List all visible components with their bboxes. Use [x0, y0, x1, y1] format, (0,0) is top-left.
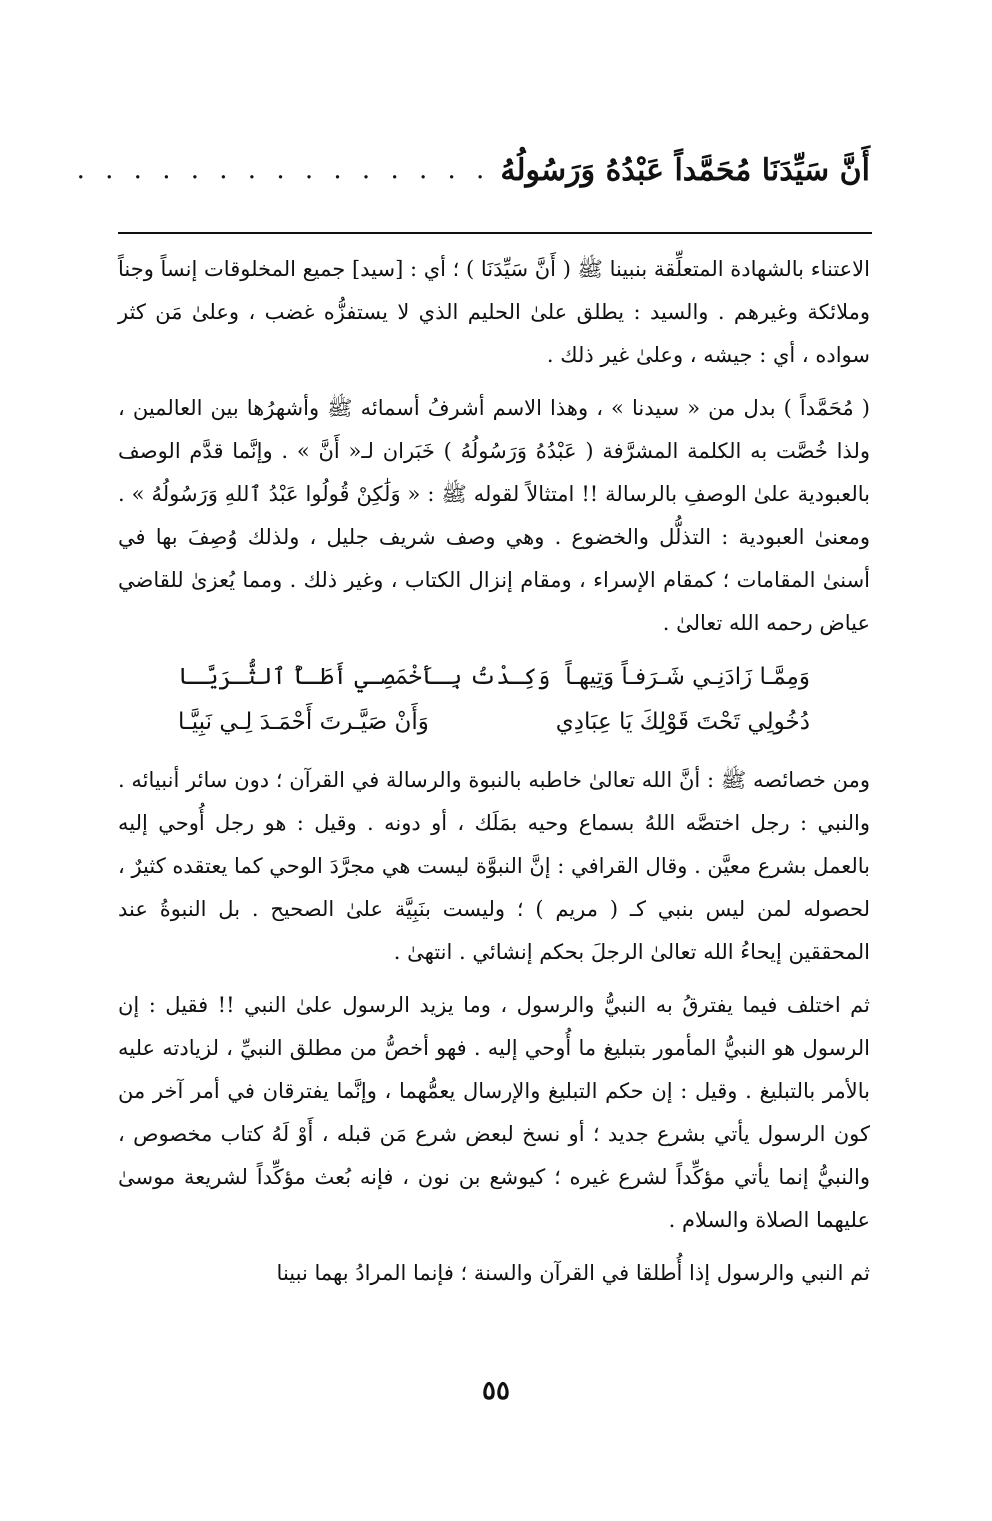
verse-1-second-hemistich: وَكِـدْتُ بِـأَخْمَصِـي أَطَـأُ ٱلثُّـرَيَّـا — [178, 664, 551, 690]
verse-2-second-hemistich: وَأَنْ صَيَّـرتَ أَحْمَـدَ لِـي نَبِيَّـا — [178, 709, 429, 735]
page-body — [118, 248, 870, 1368]
verse-1-first-hemistich: وَمِمَّـا زَادَنِـي شَـرَفـاً وَتِيهـاً — [565, 664, 810, 690]
verse-line-2 — [118, 700, 870, 745]
paragraph-2: ( مُحَمَّداً ) بدل من « سيدنا » ، وهذا الاسم أشرفُ أسمائه ﷺ وأشهرُها بين العالمين ، ولذا خُصَّت به الكلمة المشرَّفة ( عَبْدُهُ وَرَسُولُهُ ) خَبَران لـ« أَنَّ » . وإنَّما قدَّم الوصف بالعبودية علىٰ الوصفِ بالرسالة !! امتثالاً لقوله ﷺ : « وَلَٰكِنْ قُولُوا عَبْدُ ٱللهِ وَرَسُولُهُ » . ومعنىٰ العبودية : التذلُّل والخضوع . وهي وصف شريف جليل ، ولذلك وُصِفَ بها في أسنىٰ المقامات ؛ كمقام الإسراء ، ومقام إنزال الكتاب ، وغير ذلك . ومما يُعزىٰ للقاضي عياض رحمه الله تعالىٰ . — [118, 396, 871, 635]
header-title: أَنَّ سَيِّدَنَا مُحَمَّداً عَبْدُهُ وَرَسُولُهُ — [500, 152, 870, 188]
running-header — [76, 130, 870, 210]
page-number: ٥٥ — [482, 1376, 510, 1406]
header-dots: . . . . . . . . . . . . . . . — [76, 155, 491, 185]
paragraph-3: ومن خصائصه ﷺ : أنَّ الله تعالىٰ خاطبه بالنبوة والرسالة في القرآن ؛ دون سائر أنبيائه . والنبي : رجل اختصَّه اللهُ بسماع وحيه بمَلَك ، أو دونه . وقيل : هو رجل أُوحي إليه بالعمل بشرع معيَّن . وقال القرافي : إنَّ النبوَّة ليست هي مجرَّدَ الوحي كما يعتقده كثيرٌ ، لحصوله لمن ليس بنبي كـ ( مريم ) ؛ وليست بنَبِيَّة علىٰ الصحيح . بل النبوةُ عند المحققين إيحاءُ الله تعالىٰ الرجلَ بحكم إنشائي . انتهىٰ . — [118, 768, 870, 964]
poem-verses — [118, 655, 870, 745]
header-divider — [118, 232, 872, 234]
paragraph-4: ثم اختلف فيما يفترقُ به النبيُّ والرسول ، وما يزيد الرسول علىٰ النبي !! فقيل : إن الرسول هو النبيُّ المأمور بتبليغ ما أُوحي إليه . فهو أخصُّ من مطلق النبيِّ ، لزيادته عليه بالأمر بالتبليغ . وقيل : إن حكم التبليغ والإرسال يعمُّهما ، وإنَّما يفترقان في أمر آخر من كون الرسول يأتي بشرع جديد ؛ أو نسخ لبعض شرع مَن قبله ، أَوْ لَهُ كتاب مخصوص ، والنبيُّ إنما يأتي مؤكِّداً لشرع غيره ؛ كيوشع بن نون ، فإنه بُعث مؤكِّداً لشريعة موسىٰ عليهما الصلاة والسلام . — [118, 993, 870, 1232]
paragraph-5: ثم النبي والرسول إذا أُطلقا في القرآن والسنة ؛ فإنما المرادُ بهما نبينا — [276, 1261, 870, 1285]
verse-2-first-hemistich: دُخُولِي تَحْتَ قَوْلِكَ يَا عِبَادِي — [555, 709, 810, 735]
paragraph-1: الاعتناء بالشهادة المتعلِّقة بنبينا ﷺ ( أَنَّ سَيِّدَنَا ) ؛ أي : [سيد] جميع المخلوقات إنساً وجناً وملائكة وغيرهم . والسيد : يطلق علىٰ الحليم الذي لا يستفزُّه غضب ، وعلىٰ مَن كثر سواده ، أي : جيشه ، وعلىٰ غير ذلك . — [118, 257, 870, 367]
verse-line-1 — [118, 655, 870, 700]
